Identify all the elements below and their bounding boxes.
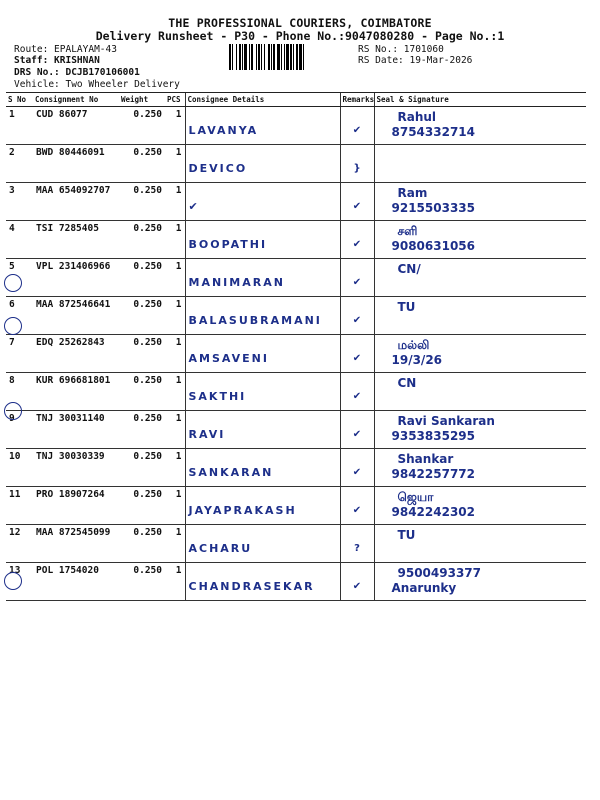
consignee-name	[185, 145, 340, 183]
consignment-number: BWD 80446091	[33, 145, 119, 183]
weight-value: 0.250	[119, 259, 165, 297]
table-row	[6, 183, 586, 221]
table-header-row	[6, 93, 586, 107]
consignment-number: MAA 872545099	[33, 525, 119, 563]
weight-value: 0.250	[119, 373, 165, 411]
signature-phone: 9215503335	[391, 201, 475, 215]
sno-cell: 10	[6, 449, 33, 487]
sno-cell: 4	[6, 221, 33, 259]
sno-cell: 11	[6, 487, 33, 525]
staff-label: Staff: KRISHNAN	[14, 55, 100, 66]
barcode-bar	[249, 44, 250, 70]
table-row	[6, 449, 586, 487]
barcode-bar	[286, 44, 289, 70]
sno-cell: 13	[6, 563, 33, 601]
consignment-number: EDQ 25262843	[33, 335, 119, 373]
signature-text: Rahul	[397, 110, 437, 124]
route-label: Route: EPALAYAM-43	[14, 44, 117, 55]
seal-signature	[374, 297, 586, 335]
weight-value: 0.250	[119, 297, 165, 335]
row-8-circle-mark	[4, 402, 22, 420]
remark-mark: ✔	[352, 467, 362, 478]
company-title: THE PROFESSIONAL COURIERS, COIMBATORE	[168, 16, 432, 30]
weight-value: 0.250	[119, 145, 165, 183]
signature-phone: 19/3/26	[391, 353, 443, 367]
rs-date: RS Date: 19-Mar-2026	[358, 55, 473, 66]
consignee-handwritten: ACHARU	[188, 542, 253, 555]
remarks-cell	[340, 525, 374, 563]
consignee-name	[185, 563, 340, 601]
weight-value: 0.250	[119, 107, 165, 145]
seal-signature	[374, 525, 586, 563]
table-row	[6, 335, 586, 373]
table-row	[6, 221, 586, 259]
seal-signature	[374, 487, 586, 525]
pcs-value: 1	[165, 411, 185, 449]
barcode-bar	[296, 44, 298, 70]
remark-mark: ✔	[352, 125, 362, 136]
consignment-number: POL 1754020	[33, 563, 119, 601]
header-seal: Seal & Signature	[374, 93, 586, 107]
consignee-name	[185, 449, 340, 487]
remarks-cell	[340, 563, 374, 601]
remarks-cell	[340, 259, 374, 297]
consignment-number: TNJ 30031140	[33, 411, 119, 449]
weight-value: 0.250	[119, 525, 165, 563]
barcode-bar	[258, 44, 260, 70]
consignee-name	[185, 335, 340, 373]
table-row	[6, 411, 586, 449]
pcs-value: 1	[165, 563, 185, 601]
consignee-name	[185, 297, 340, 335]
header-weight: Weight	[119, 93, 165, 107]
table-row	[6, 525, 586, 563]
remark-mark: ✔	[352, 315, 362, 326]
weight-value: 0.250	[119, 335, 165, 373]
consignee-name	[185, 183, 340, 221]
barcode-bar	[281, 44, 282, 70]
consignee-name	[185, 525, 340, 563]
barcode-bar	[236, 44, 237, 70]
header-sno: S No	[6, 93, 33, 107]
weight-value: 0.250	[119, 487, 165, 525]
pcs-value: 1	[165, 373, 185, 411]
consignee-handwritten: MANIMARAN	[188, 276, 285, 289]
barcode-bar	[229, 44, 231, 70]
barcode-bar	[268, 44, 270, 70]
vehicle-label: Vehicle: Two Wheeler Delivery	[14, 79, 180, 90]
remark-mark: ✔	[352, 353, 362, 364]
signature-text: 9500493377	[397, 566, 481, 580]
barcode-bar	[256, 44, 257, 70]
seal-signature	[374, 107, 586, 145]
consignee-handwritten: SANKARAN	[188, 466, 274, 479]
sno-cell: 1	[6, 107, 33, 145]
signature-text: Ram	[397, 186, 428, 200]
consignee-handwritten: SAKTHI	[188, 390, 247, 403]
barcode-bar	[303, 44, 304, 70]
remark-mark: ✔	[352, 277, 362, 288]
sno-cell: 8	[6, 373, 33, 411]
table-row	[6, 563, 586, 601]
signature-text: ஜெயா	[397, 490, 434, 504]
table-row	[6, 259, 586, 297]
consignee-handwritten: ✔	[188, 200, 200, 213]
barcode-bar	[232, 44, 233, 70]
table-row	[6, 107, 586, 145]
weight-value: 0.250	[119, 449, 165, 487]
consignee-handwritten: BOOPATHI	[188, 238, 268, 251]
pcs-value: 1	[165, 335, 185, 373]
signature-text: TU	[397, 300, 416, 314]
remarks-cell	[340, 449, 374, 487]
pcs-value: 1	[165, 487, 185, 525]
rs-number: RS No.: 1701060	[358, 44, 444, 55]
seal-signature	[374, 259, 586, 297]
signature-text: Shankar	[397, 452, 454, 466]
header-consignee: Consignee Details	[185, 93, 340, 107]
sno-cell: 3	[6, 183, 33, 221]
weight-value: 0.250	[119, 183, 165, 221]
barcode-bar	[251, 44, 253, 70]
signature-text: CN/	[397, 262, 421, 276]
sno-cell: 5	[6, 259, 33, 297]
table-row	[6, 297, 586, 335]
consignment-number: TNJ 30030339	[33, 449, 119, 487]
remark-mark: ✔	[352, 429, 362, 440]
row-12-circle-mark	[4, 572, 22, 590]
barcode-bar	[264, 44, 265, 70]
remarks-cell	[340, 335, 374, 373]
seal-signature	[374, 563, 586, 601]
consignment-number: KUR 696681801	[33, 373, 119, 411]
consignee-name	[185, 411, 340, 449]
remarks-cell	[340, 487, 374, 525]
signature-text: Ravi Sankaran	[397, 414, 495, 428]
row-5-circle-mark	[4, 274, 22, 292]
remarks-cell	[340, 411, 374, 449]
table-row	[6, 145, 586, 183]
header-pcs: PCS	[165, 93, 185, 107]
barcode-bar	[299, 44, 302, 70]
signature-phone: 9353835295	[391, 429, 475, 443]
remark-mark: ✔	[352, 391, 362, 402]
consignment-number: VPL 231406966	[33, 259, 119, 297]
consignment-number: TSI 7285405	[33, 221, 119, 259]
seal-signature	[374, 335, 586, 373]
runsheet-table	[6, 92, 586, 601]
signature-phone: 9842257772	[391, 467, 475, 481]
consignee-name	[185, 373, 340, 411]
consignee-handwritten: AMSAVENI	[188, 352, 269, 365]
drs-number: DRS No.: DCJB170106001	[14, 67, 140, 78]
remarks-cell	[340, 373, 374, 411]
consignee-handwritten: BALASUBRAMANI	[188, 314, 322, 327]
remarks-cell	[340, 183, 374, 221]
consignee-handwritten: JAYAPRAKASH	[188, 504, 297, 517]
seal-signature	[374, 411, 586, 449]
consignee-handwritten: DEVICO	[188, 162, 248, 175]
sno-cell: 12	[6, 525, 33, 563]
sno-cell: 6	[6, 297, 33, 335]
pcs-value: 1	[165, 449, 185, 487]
signature-text: CN	[397, 376, 417, 390]
pcs-value: 1	[165, 297, 185, 335]
signature-phone: 9842242302	[391, 505, 475, 519]
seal-signature	[374, 221, 586, 259]
consignee-name	[185, 259, 340, 297]
table-row	[6, 373, 586, 411]
consignee-name	[185, 107, 340, 145]
sno-cell: 2	[6, 145, 33, 183]
remark-mark: ✔	[352, 505, 362, 516]
consignee-handwritten: CHANDRASEKAR	[188, 580, 315, 593]
remark-mark: ✔	[352, 581, 362, 592]
remarks-cell	[340, 221, 374, 259]
remarks-cell	[340, 297, 374, 335]
consignment-number: PRO 18907264	[33, 487, 119, 525]
pcs-value: 1	[165, 525, 185, 563]
pcs-value: 1	[165, 107, 185, 145]
barcode-bar	[290, 44, 292, 70]
seal-signature	[374, 183, 586, 221]
table-row	[6, 487, 586, 525]
row-6-circle-mark	[4, 317, 22, 335]
remarks-cell	[340, 145, 374, 183]
seal-signature	[374, 449, 586, 487]
barcode-image	[229, 44, 355, 70]
remark-mark: ?	[354, 543, 360, 554]
weight-value: 0.250	[119, 563, 165, 601]
remark-mark: }	[353, 163, 361, 174]
barcode-bar	[273, 44, 275, 70]
barcode-bar	[261, 44, 262, 70]
barcode-bar	[277, 44, 280, 70]
runsheet-subtitle: Delivery Runsheet - P30 - Phone No.:9047080280 - Page No.:1	[95, 29, 505, 43]
signature-text: TU	[397, 528, 416, 542]
weight-value: 0.250	[119, 411, 165, 449]
consignment-number: MAA 872546641	[33, 297, 119, 335]
remark-mark: ✔	[352, 239, 362, 250]
barcode-bar	[239, 44, 241, 70]
sno-cell: 9	[6, 411, 33, 449]
sno-cell: 7	[6, 335, 33, 373]
seal-signature	[374, 373, 586, 411]
weight-value: 0.250	[119, 221, 165, 259]
consignee-name	[185, 487, 340, 525]
remarks-cell	[340, 107, 374, 145]
consignee-handwritten: LAVANYA	[188, 124, 259, 137]
header-remarks: Remarks	[340, 93, 374, 107]
pcs-value: 1	[165, 145, 185, 183]
header-consignment: Consignment No	[33, 93, 119, 107]
barcode-bar	[271, 44, 272, 70]
barcode-bar	[284, 44, 285, 70]
barcode-bar	[244, 44, 247, 70]
pcs-value: 1	[165, 183, 185, 221]
consignee-handwritten: RAVI	[188, 428, 226, 441]
signature-text: சளி	[397, 224, 418, 238]
pcs-value: 1	[165, 221, 185, 259]
pcs-value: 1	[165, 259, 185, 297]
signature-phone: 8754332714	[391, 125, 475, 139]
signature-text: மல்லி	[397, 338, 430, 352]
seal-signature	[374, 145, 586, 183]
signature-phone: 9080631056	[391, 239, 475, 253]
consignment-number: CUD 86077	[33, 107, 119, 145]
barcode-bar	[293, 44, 294, 70]
consignee-name	[185, 221, 340, 259]
barcode-bar	[242, 44, 243, 70]
signature-phone: Anarunky	[391, 581, 457, 595]
remark-mark: ✔	[352, 201, 362, 212]
consignment-number: MAA 654092707	[33, 183, 119, 221]
